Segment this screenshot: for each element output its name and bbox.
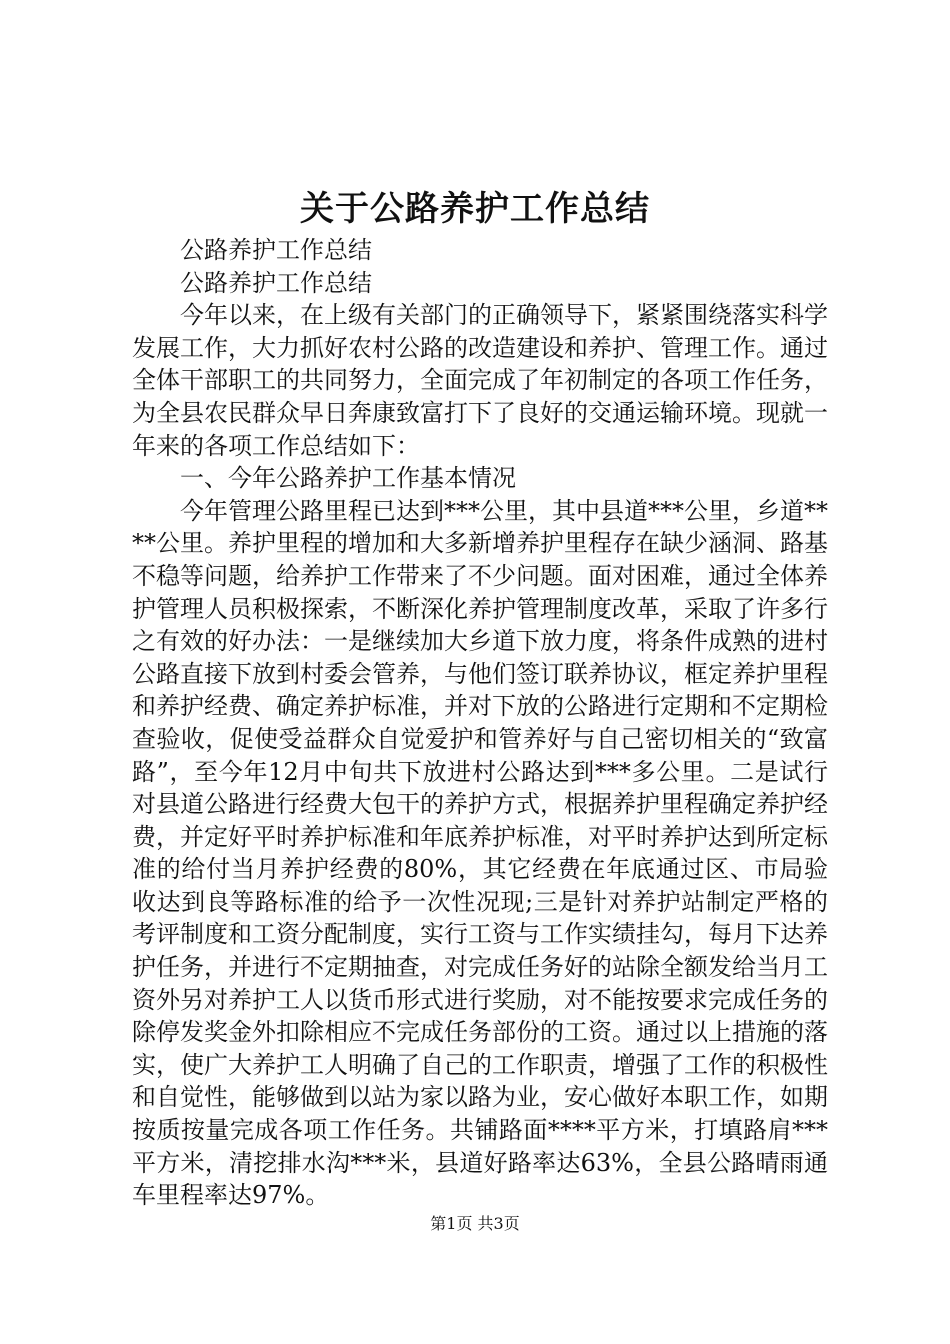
page-number: 第1页 共3页: [430, 1214, 520, 1233]
document-body: [132, 234, 828, 1212]
subtitle-line-1: 公路养护工作总结: [180, 236, 372, 264]
body-paragraph: 今年管理公路里程已达到***公里，其中县道***公里，乡道****公里。养护里程的增加和大多新增养护里程存在缺少涵洞、路基不稳等问题，给养护工作带来了不少问题。面对困难，通过全体养护管理人员积极探索，不断深化养护管理制度改革，采取了许多行之有效的好办法：一是继续加大乡道下放力度，将条件成熟的进村公路直接下放到村委会管养，与他们签订联养协议，框定养护里程和养护经费、确定养护标准，并对下放的公路进行定期和不定期检查验收，促使受益群众自觉爱护和管养好与自己密切相关的“致富路”，至今年12月中旬共下放进村公路达到***多公里。二是试行对县道公路进行经费大包干的养护方式，根据养护里程确定养护经费，并定好平时养护标准和年底养护标准，对平时养护达到所定标准的给付当月养护经费的80%，其它经费在年底通过区、市局验收达到良等路标准的给予一次性况现;三是针对养护站制定严格的考评制度和工资分配制度，实行工资与工作实绩挂勾，每月下达养护任务，并进行不定期抽查，对完成任务好的站除全额发给当月工资外另对养护工人以货币形式进行奖励，对不能按要求完成任务的除停发奖金外扣除相应不完成任务部份的工资。通过以上措施的落实，使广大养护工人明确了自己的工作职责，增强了工作的积极性和自觉性，能够做到以站为家以路为业，安心做好本职工作，如期按质按量完成各项工作任务。共铺路面****平方米，打填路肩***平方米，清挖排水沟***米，县道好路率达63%，全县公路晴雨通车里程率达97%。: [132, 496, 828, 1210]
subtitle-line-2: 公路养护工作总结: [180, 268, 372, 297]
section-heading: 一、今年公路养护工作基本情况: [180, 464, 516, 493]
intro-paragraph: 今年以来，在上级有关部门的正确领导下，紧紧围绕落实科学发展工作，大力抓好农村公路的改造建设和养护、管理工作。通过全体干部职工的共同努力，全面完成了年初制定的各项工作任务，为全县农民群众早日奔康致富打下了良好的交通运输环境。现就一年来的各项工作总结如下：: [132, 301, 828, 460]
document-title: 关于公路养护工作总结: [300, 189, 650, 229]
